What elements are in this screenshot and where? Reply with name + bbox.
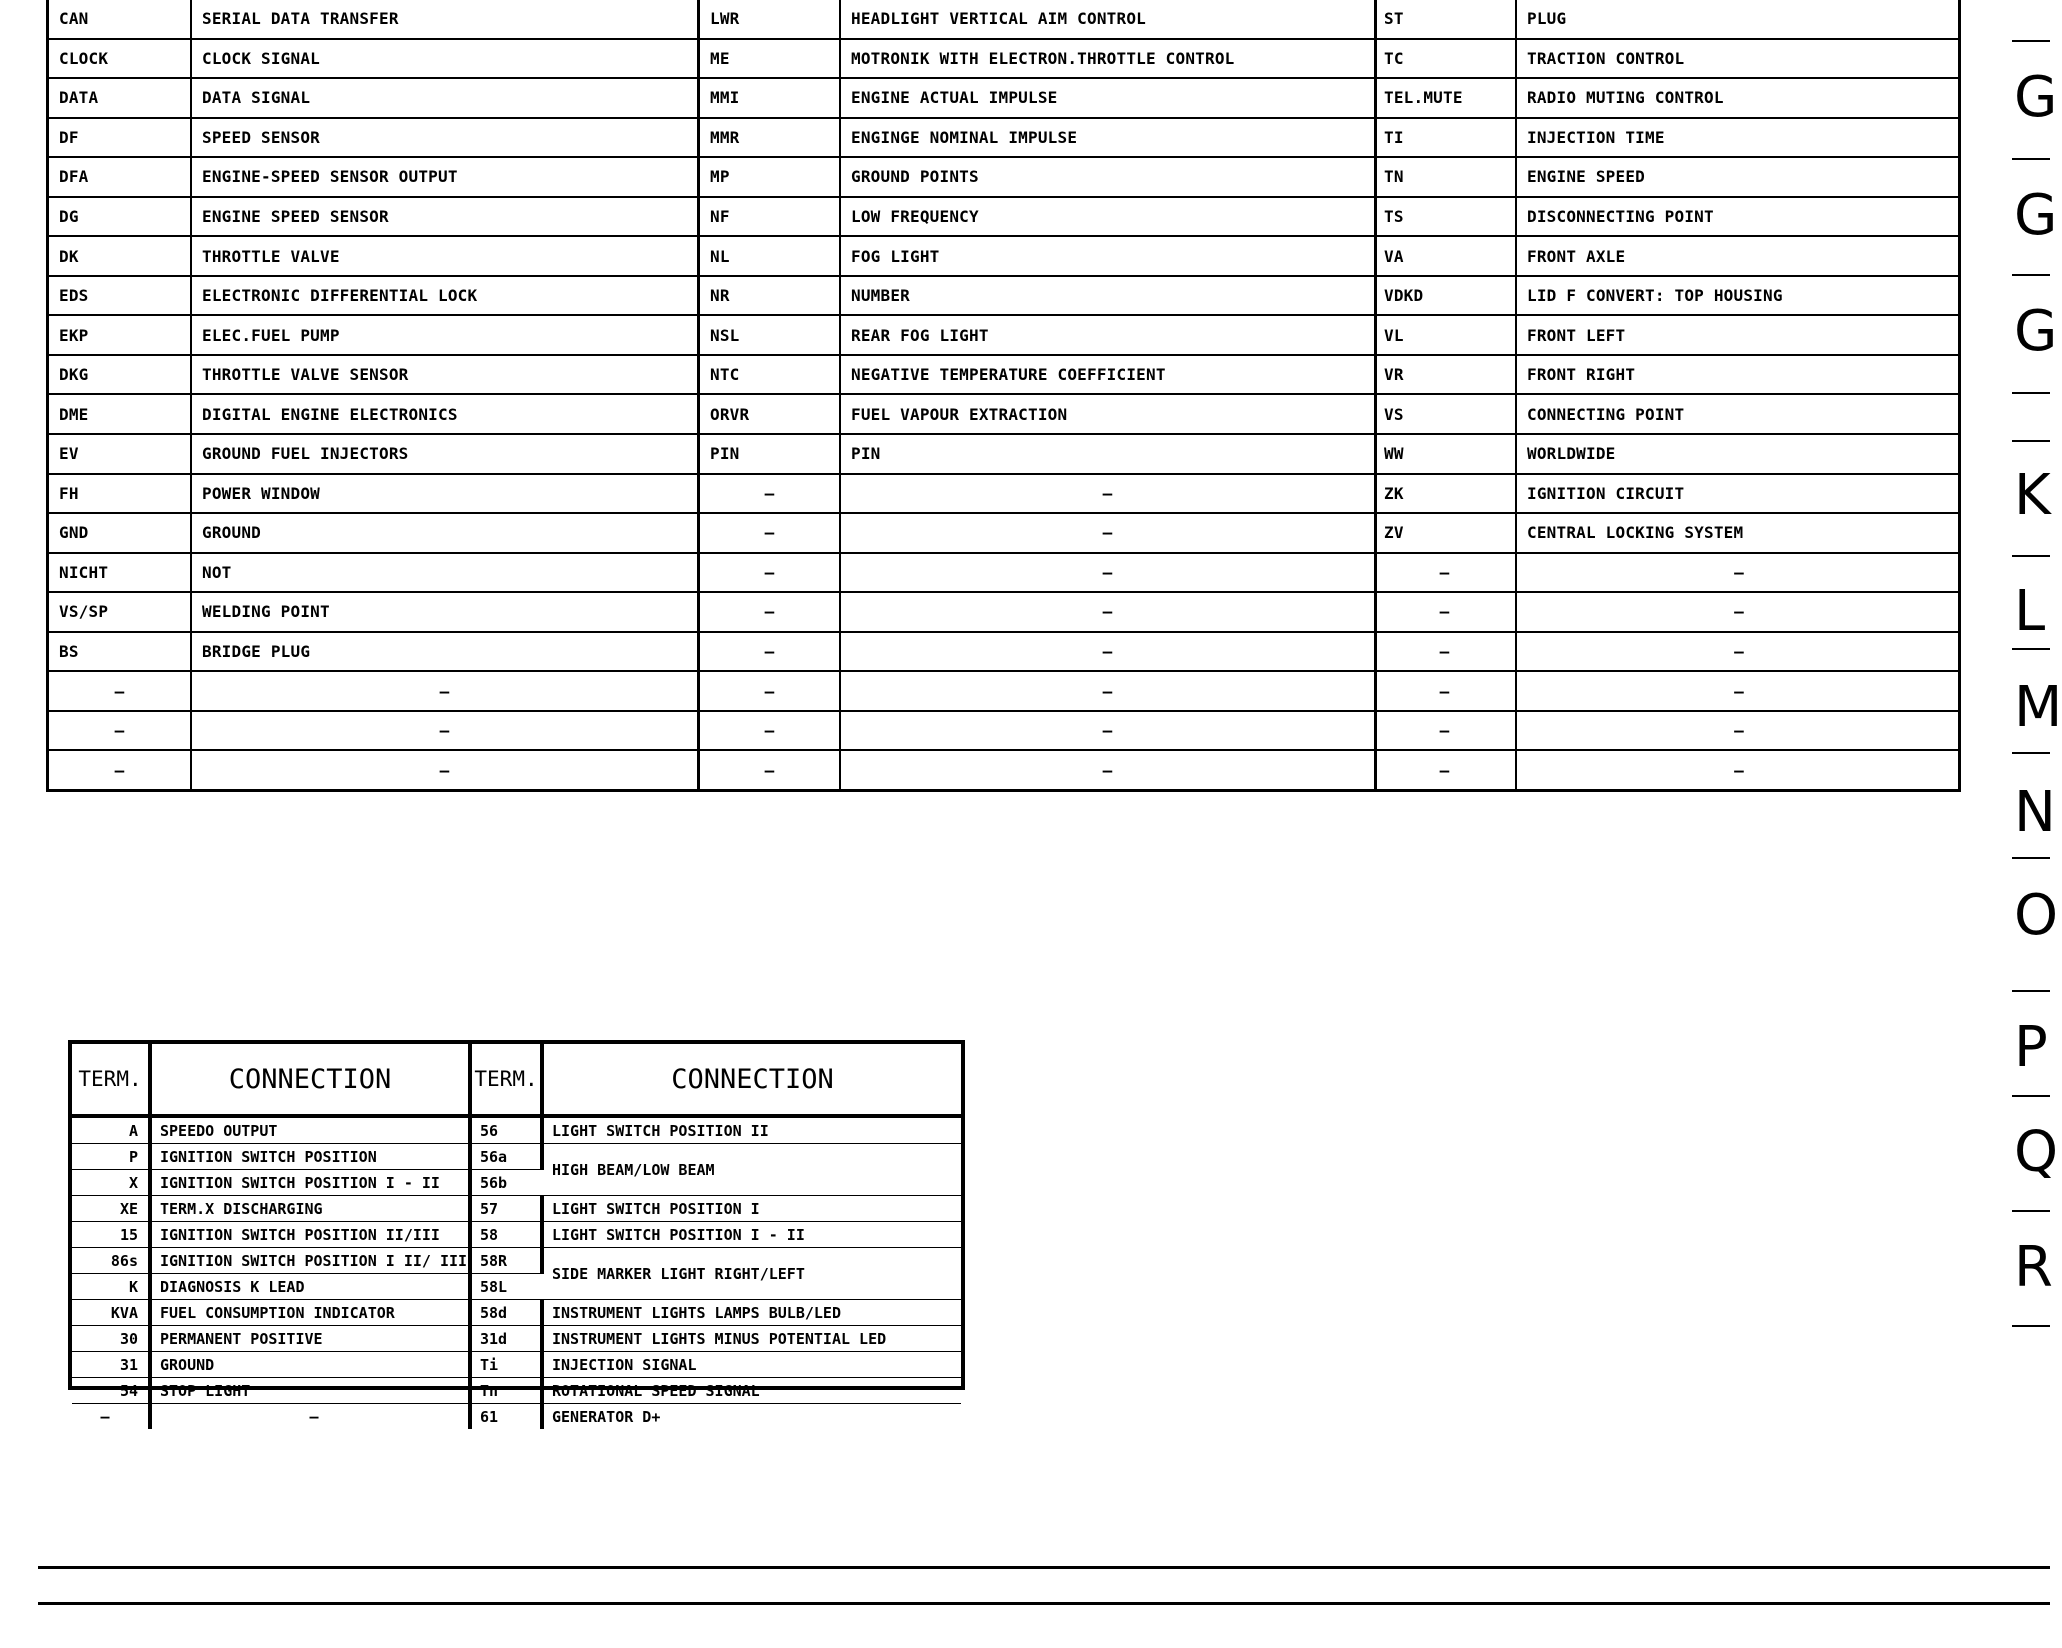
abbreviation-code: MMI bbox=[700, 78, 840, 118]
abbreviation-description: — bbox=[1516, 592, 1961, 632]
terminal-code: KVA bbox=[72, 1300, 150, 1326]
index-divider bbox=[2012, 392, 2050, 394]
abbreviation-code: TI bbox=[1374, 118, 1516, 158]
term-header-left: TERM. bbox=[72, 1044, 150, 1116]
terminal-connection: HIGH BEAM/LOW BEAM bbox=[542, 1144, 961, 1196]
terminal-code: Tn bbox=[470, 1378, 542, 1404]
abbreviation-description: NUMBER bbox=[840, 276, 1374, 316]
abbreviation-code: ME bbox=[700, 39, 840, 79]
index-letter: N bbox=[2014, 780, 2056, 845]
abbreviation-description: THROTTLE VALVE SENSOR bbox=[191, 355, 697, 395]
abbreviation-row bbox=[700, 157, 1374, 197]
terminal-code: K bbox=[72, 1274, 150, 1300]
abbreviation-code: — bbox=[700, 513, 840, 553]
abbreviation-row bbox=[49, 0, 697, 39]
abbreviation-row bbox=[700, 553, 1374, 593]
abbreviation-code: EKP bbox=[49, 315, 191, 355]
abbreviation-description: ELEC.FUEL PUMP bbox=[191, 315, 697, 355]
abbreviation-row bbox=[700, 39, 1374, 79]
abbreviation-code: EV bbox=[49, 434, 191, 474]
abbreviation-code: WW bbox=[1374, 434, 1516, 474]
abbreviation-row bbox=[700, 632, 1374, 672]
abbreviation-row bbox=[700, 197, 1374, 237]
abbreviation-code: ZV bbox=[1374, 513, 1516, 553]
bottom-border-line bbox=[38, 1602, 2050, 1605]
abbreviation-description: NEGATIVE TEMPERATURE COEFFICIENT bbox=[840, 355, 1374, 395]
index-divider bbox=[2012, 1325, 2050, 1327]
abbreviation-row bbox=[700, 236, 1374, 276]
abbreviation-description: — bbox=[840, 592, 1374, 632]
abbreviation-table bbox=[46, 0, 1961, 792]
abbreviation-code: TN bbox=[1374, 157, 1516, 197]
abbreviation-description: GROUND POINTS bbox=[840, 157, 1374, 197]
abbreviation-row bbox=[49, 592, 697, 632]
abbreviation-column-2 bbox=[700, 0, 1374, 789]
abbreviation-description: — bbox=[1516, 750, 1961, 789]
abbreviation-row bbox=[700, 355, 1374, 395]
terminal-code: 86s bbox=[72, 1248, 150, 1274]
abbreviation-code: NR bbox=[700, 276, 840, 316]
abbreviation-row bbox=[49, 276, 697, 316]
index-divider bbox=[2012, 40, 2050, 42]
abbreviation-description: CONNECTING POINT bbox=[1516, 394, 1961, 434]
terminal-code: 58R bbox=[470, 1248, 542, 1274]
abbreviation-row bbox=[1374, 118, 1961, 158]
terminal-connection: SIDE MARKER LIGHT RIGHT/LEFT bbox=[542, 1248, 961, 1300]
abbreviation-code: — bbox=[1374, 632, 1516, 672]
abbreviation-code: ZK bbox=[1374, 474, 1516, 514]
abbreviation-row bbox=[1374, 632, 1961, 672]
abbreviation-row bbox=[49, 39, 697, 79]
terminal-connection: INJECTION SIGNAL bbox=[542, 1352, 961, 1378]
terminal-connection: LIGHT SWITCH POSITION II bbox=[542, 1116, 961, 1144]
abbreviation-row bbox=[700, 592, 1374, 632]
abbreviation-row bbox=[49, 750, 697, 789]
abbreviation-description: — bbox=[1516, 671, 1961, 711]
abbreviation-code: — bbox=[1374, 592, 1516, 632]
abbreviation-description: INJECTION TIME bbox=[1516, 118, 1961, 158]
terminal-code: 57 bbox=[470, 1196, 542, 1222]
abbreviation-row bbox=[700, 78, 1374, 118]
abbreviation-row bbox=[49, 434, 697, 474]
index-letter: Q bbox=[2014, 1120, 2059, 1185]
abbreviation-code: — bbox=[1374, 553, 1516, 593]
connection-header-right: CONNECTION bbox=[542, 1044, 961, 1116]
abbreviation-code: TS bbox=[1374, 197, 1516, 237]
terminal-connection: IGNITION SWITCH POSITION I - II bbox=[150, 1170, 470, 1196]
abbreviation-description: — bbox=[191, 750, 697, 789]
index-divider bbox=[2012, 648, 2050, 650]
abbreviation-row bbox=[1374, 355, 1961, 395]
index-letter: G bbox=[2014, 65, 2058, 130]
abbreviation-code: DATA bbox=[49, 78, 191, 118]
abbreviation-description: FRONT LEFT bbox=[1516, 315, 1961, 355]
terminal-connection: LIGHT SWITCH POSITION I - II bbox=[542, 1222, 961, 1248]
abbreviation-code: DFA bbox=[49, 157, 191, 197]
index-divider bbox=[2012, 274, 2050, 276]
terminal-connection: DIAGNOSIS K LEAD bbox=[150, 1274, 470, 1300]
abbreviation-row bbox=[49, 553, 697, 593]
abbreviation-row bbox=[700, 474, 1374, 514]
terminal-connection: LIGHT SWITCH POSITION I bbox=[542, 1196, 961, 1222]
abbreviation-description: — bbox=[840, 474, 1374, 514]
terminal-code: 31 bbox=[72, 1352, 150, 1378]
abbreviation-code: MMR bbox=[700, 118, 840, 158]
abbreviation-description: FOG LIGHT bbox=[840, 236, 1374, 276]
abbreviation-code: CLOCK bbox=[49, 39, 191, 79]
abbreviation-description: TRACTION CONTROL bbox=[1516, 39, 1961, 79]
abbreviation-row bbox=[1374, 197, 1961, 237]
abbreviation-row bbox=[700, 750, 1374, 789]
abbreviation-description: FRONT AXLE bbox=[1516, 236, 1961, 276]
index-letter: M bbox=[2014, 675, 2062, 740]
terminal-connection: INSTRUMENT LIGHTS MINUS POTENTIAL LED bbox=[542, 1326, 961, 1352]
abbreviation-row bbox=[49, 355, 697, 395]
abbreviation-description: POWER WINDOW bbox=[191, 474, 697, 514]
abbreviation-code: TC bbox=[1374, 39, 1516, 79]
index-letter: R bbox=[2014, 1235, 2053, 1300]
abbreviation-row bbox=[49, 513, 697, 553]
abbreviation-row bbox=[1374, 592, 1961, 632]
abbreviation-code: CAN bbox=[49, 0, 191, 39]
abbreviation-row bbox=[700, 0, 1374, 39]
abbreviation-row bbox=[700, 671, 1374, 711]
abbreviation-row bbox=[1374, 276, 1961, 316]
abbreviation-description: LID F CONVERT: TOP HOUSING bbox=[1516, 276, 1961, 316]
index-divider bbox=[2012, 1095, 2050, 1097]
index-divider bbox=[2012, 990, 2050, 992]
terminal-row bbox=[72, 1378, 961, 1404]
terminal-connection: TERM.X DISCHARGING bbox=[150, 1196, 470, 1222]
abbreviation-description: ENGINE ACTUAL IMPULSE bbox=[840, 78, 1374, 118]
abbreviation-code: BS bbox=[49, 632, 191, 672]
abbreviation-code: NL bbox=[700, 236, 840, 276]
terminal-row bbox=[72, 1326, 961, 1352]
index-divider bbox=[2012, 555, 2050, 557]
terminal-code: 56 bbox=[470, 1116, 542, 1144]
abbreviation-description: SPEED SENSOR bbox=[191, 118, 697, 158]
abbreviation-description: — bbox=[840, 711, 1374, 751]
abbreviation-description: — bbox=[840, 553, 1374, 593]
abbreviation-code: — bbox=[700, 750, 840, 789]
abbreviation-description: ENGINE SPEED SENSOR bbox=[191, 197, 697, 237]
terminal-code: 58d bbox=[470, 1300, 542, 1326]
terminal-row bbox=[72, 1404, 961, 1430]
abbreviation-description: — bbox=[840, 632, 1374, 672]
abbreviation-code: VR bbox=[1374, 355, 1516, 395]
abbreviation-code: DK bbox=[49, 236, 191, 276]
terminal-connection: IGNITION SWITCH POSITION bbox=[150, 1144, 470, 1170]
abbreviation-description: — bbox=[191, 671, 697, 711]
abbreviation-description: NOT bbox=[191, 553, 697, 593]
abbreviation-description: DATA SIGNAL bbox=[191, 78, 697, 118]
abbreviation-row bbox=[1374, 78, 1961, 118]
abbreviation-description: IGNITION CIRCUIT bbox=[1516, 474, 1961, 514]
index-divider bbox=[2012, 1210, 2050, 1212]
abbreviation-code: NF bbox=[700, 197, 840, 237]
abbreviation-description: ENGINE SPEED bbox=[1516, 157, 1961, 197]
abbreviation-row bbox=[1374, 39, 1961, 79]
abbreviation-row bbox=[1374, 711, 1961, 751]
abbreviation-description: RADIO MUTING CONTROL bbox=[1516, 78, 1961, 118]
abbreviation-code: GND bbox=[49, 513, 191, 553]
terminal-code: 30 bbox=[72, 1326, 150, 1352]
terminal-code: A bbox=[72, 1116, 150, 1144]
sheet-index-strip bbox=[2012, 0, 2062, 1330]
abbreviation-row bbox=[1374, 671, 1961, 711]
abbreviation-code: — bbox=[1374, 671, 1516, 711]
abbreviation-code: DG bbox=[49, 197, 191, 237]
abbreviation-code: — bbox=[700, 474, 840, 514]
terminal-row bbox=[72, 1300, 961, 1326]
abbreviation-row bbox=[49, 711, 697, 751]
abbreviation-row bbox=[49, 632, 697, 672]
abbreviation-row bbox=[49, 157, 697, 197]
abbreviation-code: DF bbox=[49, 118, 191, 158]
abbreviation-code: TEL.MUTE bbox=[1374, 78, 1516, 118]
abbreviation-code: VA bbox=[1374, 236, 1516, 276]
abbreviation-code: LWR bbox=[700, 0, 840, 39]
abbreviation-code: PIN bbox=[700, 434, 840, 474]
terminal-connection: — bbox=[150, 1404, 470, 1430]
abbreviation-description: DISCONNECTING POINT bbox=[1516, 197, 1961, 237]
connection-header-left: CONNECTION bbox=[150, 1044, 470, 1116]
abbreviation-description: REAR FOG LIGHT bbox=[840, 315, 1374, 355]
abbreviation-description: FRONT RIGHT bbox=[1516, 355, 1961, 395]
terminal-row bbox=[72, 1352, 961, 1378]
abbreviation-row bbox=[1374, 157, 1961, 197]
abbreviation-row bbox=[1374, 750, 1961, 789]
terminal-connection: ROTATIONAL SPEED SIGNAL bbox=[542, 1378, 961, 1404]
abbreviation-description: BRIDGE PLUG bbox=[191, 632, 697, 672]
abbreviation-description: CLOCK SIGNAL bbox=[191, 39, 697, 79]
terminal-row bbox=[72, 1248, 961, 1274]
abbreviation-code: — bbox=[1374, 711, 1516, 751]
abbreviation-code: — bbox=[49, 671, 191, 711]
abbreviation-description: GROUND bbox=[191, 513, 697, 553]
terminal-connection: GROUND bbox=[150, 1352, 470, 1378]
abbreviation-description: LOW FREQUENCY bbox=[840, 197, 1374, 237]
abbreviation-code: NICHT bbox=[49, 553, 191, 593]
abbreviation-description: — bbox=[1516, 632, 1961, 672]
abbreviation-code: — bbox=[700, 711, 840, 751]
abbreviation-description: PLUG bbox=[1527, 9, 1567, 29]
abbreviation-description: — bbox=[840, 513, 1374, 553]
terminal-code: XE bbox=[72, 1196, 150, 1222]
abbreviation-code: VS bbox=[1374, 394, 1516, 434]
abbreviation-description: — bbox=[840, 750, 1374, 789]
terminal-code: — bbox=[72, 1404, 150, 1430]
abbreviation-code: VS/SP bbox=[49, 592, 191, 632]
terminal-code: 58L bbox=[470, 1274, 542, 1300]
abbreviation-row bbox=[1374, 0, 1961, 39]
terminal-connection: INSTRUMENT LIGHTS LAMPS BULB/LED bbox=[542, 1300, 961, 1326]
abbreviation-row bbox=[1374, 394, 1961, 434]
abbreviation-description: WELDING POINT bbox=[191, 592, 697, 632]
abbreviation-code: NTC bbox=[700, 355, 840, 395]
index-letter: L bbox=[2014, 579, 2046, 644]
abbreviation-code: ORVR bbox=[700, 394, 840, 434]
index-divider bbox=[2012, 857, 2050, 859]
abbreviation-row bbox=[49, 474, 697, 514]
terminal-connection: PERMANENT POSITIVE bbox=[150, 1326, 470, 1352]
index-letter: P bbox=[2014, 1015, 2048, 1080]
abbreviation-row bbox=[49, 315, 697, 355]
abbreviation-description: ENGINE-SPEED SENSOR OUTPUT bbox=[191, 157, 697, 197]
abbreviation-code: ST bbox=[1374, 0, 1516, 39]
abbreviation-row bbox=[1374, 474, 1961, 514]
abbreviation-description: ELECTRONIC DIFFERENTIAL LOCK bbox=[191, 276, 697, 316]
abbreviation-row bbox=[700, 315, 1374, 355]
abbreviation-code: NSL bbox=[700, 315, 840, 355]
abbreviation-row bbox=[700, 434, 1374, 474]
abbreviation-code: DKG bbox=[49, 355, 191, 395]
abbreviation-code: VL bbox=[1374, 315, 1516, 355]
abbreviation-description: ENGINGE NOMINAL IMPULSE bbox=[840, 118, 1374, 158]
abbreviation-description: GROUND FUEL INJECTORS bbox=[191, 434, 697, 474]
abbreviation-code: — bbox=[700, 553, 840, 593]
abbreviation-code: EDS bbox=[49, 276, 191, 316]
terminal-connection: GENERATOR D+ bbox=[542, 1404, 961, 1430]
abbreviation-row bbox=[49, 197, 697, 237]
terminal-code: X bbox=[72, 1170, 150, 1196]
abbreviation-description: SERIAL DATA TRANSFER bbox=[202, 9, 399, 29]
terminal-code: 54 bbox=[72, 1378, 150, 1404]
terminal-row bbox=[72, 1196, 961, 1222]
index-divider bbox=[2012, 752, 2050, 754]
bottom-border-line bbox=[38, 1566, 2050, 1569]
terminal-code: 61 bbox=[470, 1404, 542, 1430]
abbreviation-description: CENTRAL LOCKING SYSTEM bbox=[1516, 513, 1961, 553]
abbreviation-row bbox=[700, 711, 1374, 751]
index-divider bbox=[2012, 158, 2050, 160]
abbreviation-description: THROTTLE VALVE bbox=[191, 236, 697, 276]
abbreviation-row bbox=[1374, 315, 1961, 355]
term-header-right: TERM. bbox=[470, 1044, 542, 1116]
abbreviation-description: — bbox=[191, 711, 697, 751]
terminal-code: 58 bbox=[470, 1222, 542, 1248]
abbreviation-row bbox=[700, 118, 1374, 158]
terminal-code: 31d bbox=[470, 1326, 542, 1352]
abbreviation-row bbox=[49, 78, 697, 118]
terminal-row bbox=[72, 1144, 961, 1170]
abbreviation-row bbox=[700, 513, 1374, 553]
terminal-code: Ti bbox=[470, 1352, 542, 1378]
abbreviation-description: DIGITAL ENGINE ELECTRONICS bbox=[191, 394, 697, 434]
terminal-row bbox=[72, 1222, 961, 1248]
abbreviation-row bbox=[1374, 513, 1961, 553]
terminal-row bbox=[72, 1116, 961, 1144]
abbreviation-code: DME bbox=[49, 394, 191, 434]
abbreviation-row bbox=[1374, 553, 1961, 593]
abbreviation-code: FH bbox=[49, 474, 191, 514]
abbreviation-description: PIN bbox=[840, 434, 1374, 474]
abbreviation-code: — bbox=[700, 592, 840, 632]
index-letter: O bbox=[2014, 883, 2059, 948]
abbreviation-row bbox=[49, 118, 697, 158]
abbreviation-code: VDKD bbox=[1374, 276, 1516, 316]
abbreviation-description: HEADLIGHT VERTICAL AIM CONTROL bbox=[851, 9, 1146, 29]
terminal-code: 56a bbox=[470, 1144, 542, 1170]
abbreviation-description: — bbox=[1516, 553, 1961, 593]
abbreviation-row bbox=[1374, 236, 1961, 276]
abbreviation-code: — bbox=[49, 711, 191, 751]
abbreviation-description: WORLDWIDE bbox=[1516, 434, 1961, 474]
terminal-code: P bbox=[72, 1144, 150, 1170]
abbreviation-column-3 bbox=[1374, 0, 1961, 789]
terminal-connection: SPEEDO OUTPUT bbox=[150, 1116, 470, 1144]
abbreviation-code: — bbox=[700, 671, 840, 711]
abbreviation-code: — bbox=[1374, 750, 1516, 789]
terminal-code: 15 bbox=[72, 1222, 150, 1248]
terminal-connection: IGNITION SWITCH POSITION I II/ III bbox=[150, 1248, 470, 1274]
abbreviation-description: — bbox=[840, 671, 1374, 711]
terminal-table bbox=[68, 1040, 965, 1426]
abbreviation-row bbox=[49, 671, 697, 711]
terminal-connection: FUEL CONSUMPTION INDICATOR bbox=[150, 1300, 470, 1326]
index-letter: G bbox=[2014, 183, 2058, 248]
abbreviation-code: — bbox=[49, 750, 191, 789]
terminal-code: 56b bbox=[470, 1170, 542, 1196]
abbreviation-row bbox=[1374, 434, 1961, 474]
abbreviation-column-1 bbox=[49, 0, 697, 789]
abbreviation-row bbox=[700, 276, 1374, 316]
index-divider bbox=[2012, 440, 2050, 442]
abbreviation-description: MOTRONIK WITH ELECTRON.THROTTLE CONTROL bbox=[840, 39, 1374, 79]
index-letter: K bbox=[2014, 463, 2051, 528]
abbreviation-row bbox=[49, 394, 697, 434]
index-letter: G bbox=[2014, 299, 2058, 364]
abbreviation-code: MP bbox=[700, 157, 840, 197]
abbreviation-row bbox=[49, 236, 697, 276]
terminal-connection: STOP LIGHT bbox=[150, 1378, 470, 1404]
abbreviation-row bbox=[700, 394, 1374, 434]
abbreviation-description: FUEL VAPOUR EXTRACTION bbox=[840, 394, 1374, 434]
terminal-connection: IGNITION SWITCH POSITION II/III bbox=[150, 1222, 470, 1248]
abbreviation-code: — bbox=[700, 632, 840, 672]
abbreviation-description: — bbox=[1516, 711, 1961, 751]
